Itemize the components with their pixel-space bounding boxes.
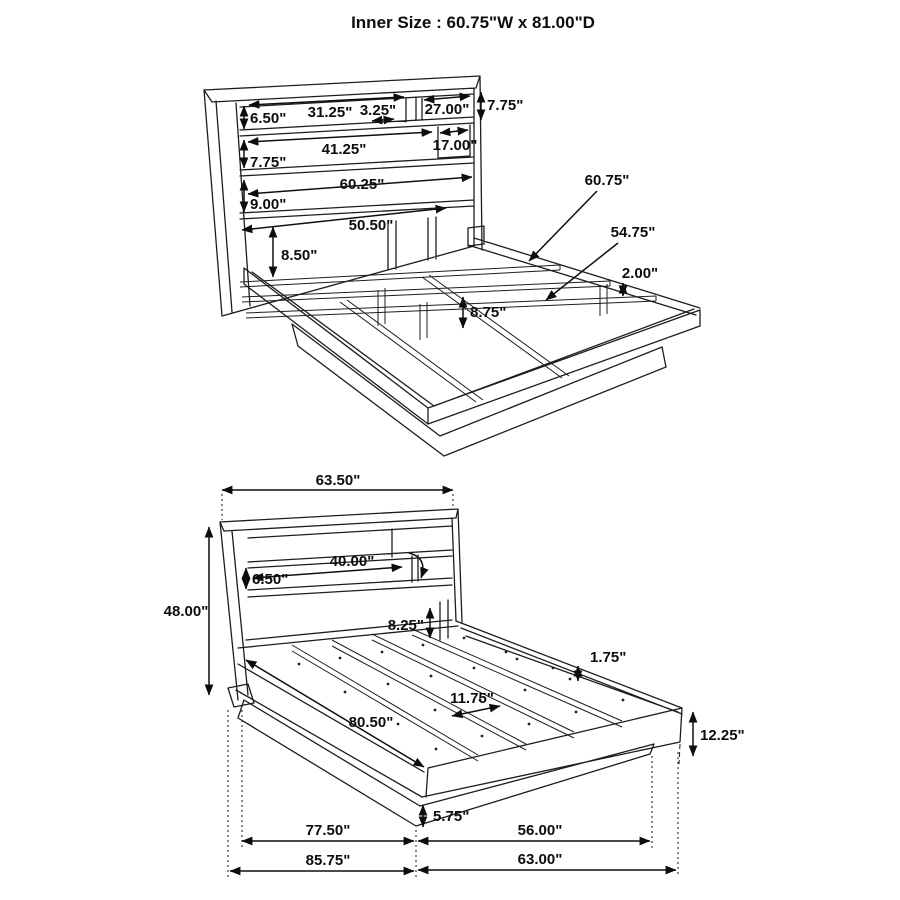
iso-view (204, 76, 700, 456)
dim-label-rail-lip: 2.00" (621, 265, 659, 282)
page-title: Inner Size : 60.75"W x 81.00"D (351, 13, 595, 32)
dim-label-base-opening-height: 8.50" (281, 247, 318, 264)
dim-label-shelf-opening-width: 40.00" (329, 553, 375, 570)
dim-base-height (423, 805, 469, 827)
dim-label-shelf-row1-width: 31.25" (307, 104, 353, 121)
dim-label-headboard-clearance: 8.25" (387, 617, 424, 634)
dim-label-platform-side-height: 12.25" (700, 727, 745, 744)
dim-label-base-width: 56.00" (517, 822, 563, 839)
dim-shelf-row1-gap (360, 102, 396, 121)
dim-platform-length (349, 714, 394, 731)
dim-label-base-opening-width: 50.50" (348, 217, 394, 234)
dim-label-shelf-row1-right-height: 7.75" (487, 97, 524, 114)
dim-rail-height (463, 297, 506, 328)
dim-shelf-row1-height (244, 106, 286, 129)
dim-platform-side-height (693, 712, 745, 756)
front-view (164, 472, 745, 878)
dim-shelf-row3-width (248, 176, 472, 194)
dim-label-overall-width: 63.00" (517, 851, 563, 868)
dim-inner-width (529, 172, 629, 261)
dim-label-shelf-row1-right-width: 27.00" (424, 101, 470, 118)
dim-label-shelf-row2-right-width: 17.00" (432, 137, 478, 154)
dim-label-shelf-row3-height: 9.00" (250, 196, 287, 213)
curved-arrow-icon (409, 553, 423, 578)
dim-label-shelf-row1-height: 6.50" (250, 110, 287, 127)
dim-label-shelf-row2-width: 41.25" (321, 141, 367, 158)
dim-overall-width (418, 851, 676, 870)
dim-headboard-width (222, 472, 453, 490)
dim-label-shelf-row1-gap: 3.25" (359, 102, 397, 119)
dim-headboard-height (164, 527, 209, 695)
dim-label-shelf-row3-width: 60.25" (339, 176, 385, 193)
dim-rail-lip (622, 265, 658, 296)
dim-label-slat-rail-length: 54.75" (610, 224, 656, 241)
dim-base-opening-height (273, 227, 317, 277)
dim-label-platform-length: 80.50" (348, 714, 394, 731)
dim-label-rail-height: 8.75" (470, 304, 507, 321)
dim-label-headboard-height: 48.00" (163, 603, 209, 620)
front-headboard (220, 509, 462, 707)
dim-label-base-height: 5.75" (433, 808, 470, 825)
dim-label-base-length: 77.50" (305, 822, 351, 839)
dim-slat-spacing (450, 690, 500, 716)
dim-shelf-opening-height (246, 568, 288, 589)
dim-shelf-row1-right-width (424, 96, 470, 118)
dim-overall-length (230, 852, 414, 871)
dim-headboard-clearance (388, 608, 430, 638)
dim-shelf-row3-height (244, 180, 286, 213)
dim-label-headboard-width: 63.50" (315, 472, 361, 489)
dim-label-rail-lip-front: 1.75" (590, 649, 627, 666)
dim-shelf-row2-height (244, 140, 286, 171)
dim-label-shelf-row2-height: 7.75" (250, 154, 287, 171)
dim-base-length (242, 822, 414, 841)
dim-label-overall-length: 85.75" (305, 852, 351, 869)
dim-label-slat-spacing: 11.75" (450, 690, 494, 707)
dim-shelf-row1-right-height (481, 92, 523, 120)
dim-label-inner-width: 60.75" (584, 172, 630, 189)
dim-label-shelf-opening-height: 6.50" (252, 571, 289, 588)
